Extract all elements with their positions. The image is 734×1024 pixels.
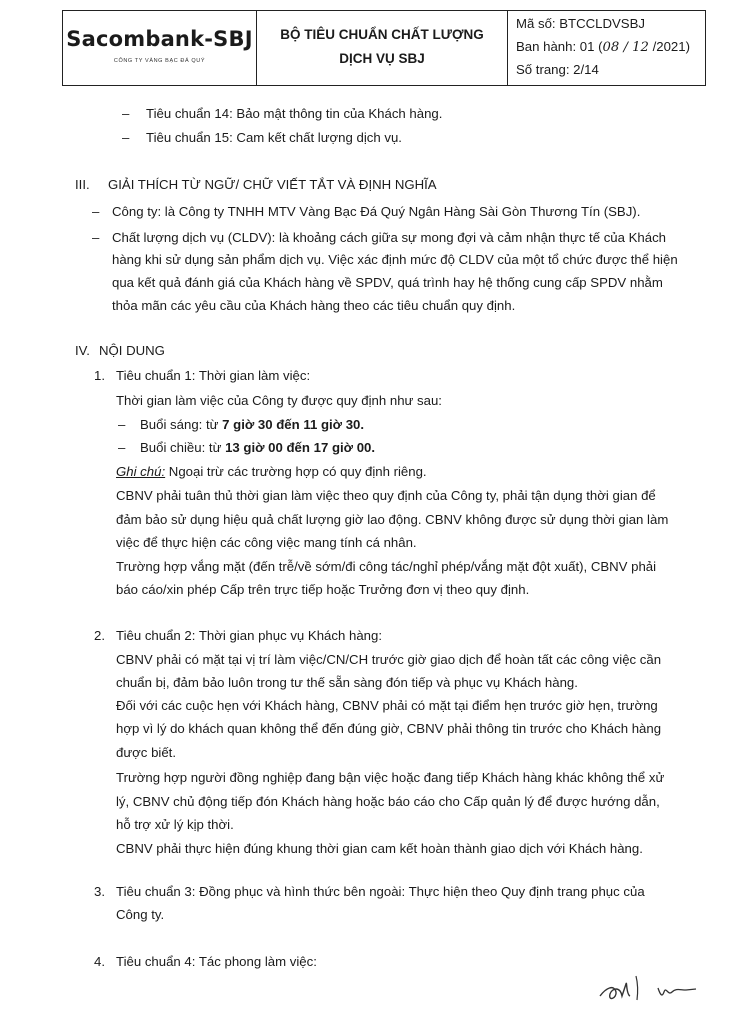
paragraph-line: CBNV phải có mặt tại vị trí làm việc/CN/CH trước giờ giao dịch để hoàn tất các công việc cần [116,652,662,667]
meta-cell [508,11,705,85]
paragraph-line: Đối với các cuộc hẹn với Khách hàng, CBNV phải có mặt tại điểm hẹn trước giờ hẹn, trường [116,698,658,713]
section-numeral: IV. [75,343,90,358]
paragraph-line: việc để thực hiện các công việc mang tính cá nhân. [116,535,417,550]
paragraph-line: hợp vì lý do khách quan không thể đến đúng giờ, CBNV phải thông tin trước cho Khách hàng [116,721,662,736]
issue-info: Ban hành: 01 (08 / 12 /2021) [516,39,690,55]
standard-title: Tiêu chuẩn 1: Thời gian làm việc: [116,368,311,383]
list-item: Tiêu chuẩn 14: Bảo mật thông tin của Khách hàng. [146,106,443,121]
definition-line: thỏa mãn các yêu cầu của Khách hàng theo các tiêu chuẩn quy định. [112,298,516,313]
afternoon-hours: Buổi chiều: từ 13 giờ 00 đến 17 giờ 00. [140,440,376,455]
definition-line: qua kết quả đánh giá của Khách hàng về SPDV, quá trình hay hệ thống cung cấp SPDV nhằm [112,275,663,290]
paragraph-line: hỗ trợ xử lý kịp thời. [116,817,234,832]
standard-number: 3. [94,884,105,899]
paragraph-line: Thời gian làm việc của Công ty được quy định như sau: [116,393,442,408]
list-dash: – [92,204,100,219]
paragraph-line: CBNV phải thực hiện đúng khung thời gian cam kết hoàn thành giao dịch với Khách hàng. [116,841,643,856]
paragraph-line: được biết. [116,745,176,760]
definition-line: Chất lượng dịch vụ (CLDV): là khoảng cách giữa sự mong đợi và cảm nhận thực tế của Khách [112,230,667,245]
definition-line: hàng khi sử dụng sản phẩm dịch vụ. Việc xác định mức độ CLDV của một tổ chức được thể hiện [112,252,678,267]
logo-subtitle: CÔNG TY VÀNG BẠC ĐÁ QUÝ [113,58,206,64]
list-dash: – [118,440,126,455]
company-logo: Sacombank-SBJ [66,27,253,51]
standard-number: 1. [94,368,105,383]
document-header [62,10,706,86]
logo-cell [63,11,257,85]
list-dash: – [122,106,130,121]
definition-company: Công ty: là Công ty TNHH MTV Vàng Bạc Đá Quý Ngân Hàng Sài Gòn Thương Tín (SBJ). [112,204,641,219]
standard-title: Tiêu chuẩn 3: Đồng phục và hình thức bên ngoài: Thực hiện theo Quy định trang phục của [116,884,645,899]
paragraph-line: Trường hợp người đồng nghiệp đang bận việc hoặc đang tiếp Khách hàng khác không thể xử [116,770,665,785]
list-dash: – [118,417,126,432]
list-dash: – [92,230,100,245]
standard-number: 4. [94,954,105,969]
handwritten-signature [596,970,700,1010]
document-code: Mã số: BTCCLDVSBJ [516,16,645,31]
section-heading: NỘI DUNG [99,343,165,358]
section-numeral: III. [75,177,90,192]
document-title-line1: BỘ TIÊU CHUẨN CHẤT LƯỢNG [280,27,484,42]
paragraph-line: Công ty. [116,907,165,922]
paragraph-line: CBNV phải tuân thủ thời gian làm việc theo quy định của Công ty, phải tận dụng thời gian để [116,488,656,503]
paragraph-line: Trường hợp vắng mặt (đến trễ/về sớm/đi công tác/nghỉ phép/vắng mặt đột xuất), CBNV phải [116,559,657,574]
paragraph-line: lý, CBNV chủ động tiếp đón Khách hàng hoặc báo cáo cho Cấp quản lý để được hướng dẫn, [116,794,660,809]
list-dash: – [122,130,130,145]
paragraph-line: chuẩn bị, đảm bảo luôn trong tư thế sẵn sàng đón tiếp và phục vụ Khách hàng. [116,675,578,690]
paragraph-line: đảm bảo sử dụng hiệu quả chất lượng giờ lao động. CBNV không được sử dụng thời gian làm [116,512,669,527]
title-cell [257,11,508,85]
handwritten-date: 08 / 12 [602,40,649,55]
standard-title: Tiêu chuẩn 4: Tác phong làm việc: [116,954,317,969]
section-heading: GIẢI THÍCH TỪ NGỮ/ CHỮ VIẾT TẮT VÀ ĐỊNH NGHĨA [108,177,437,192]
standard-title: Tiêu chuẩn 2: Thời gian phục vụ Khách hàng: [116,628,382,643]
standard-number: 2. [94,628,105,643]
document-title-line2: DỊCH VỤ SBJ [339,51,425,66]
page-number: Số trang: 2/14 [516,62,599,77]
paragraph-line: báo cáo/xin phép Cấp trên trực tiếp hoặc Trưởng đơn vị theo quy định. [116,582,530,597]
morning-hours: Buổi sáng: từ 7 giờ 30 đến 11 giờ 30. [140,417,365,432]
note: Ghi chú: Ngoại trừ các trường hợp có quy định riêng. [116,464,427,479]
list-item: Tiêu chuẩn 15: Cam kết chất lượng dịch vụ. [146,130,402,145]
